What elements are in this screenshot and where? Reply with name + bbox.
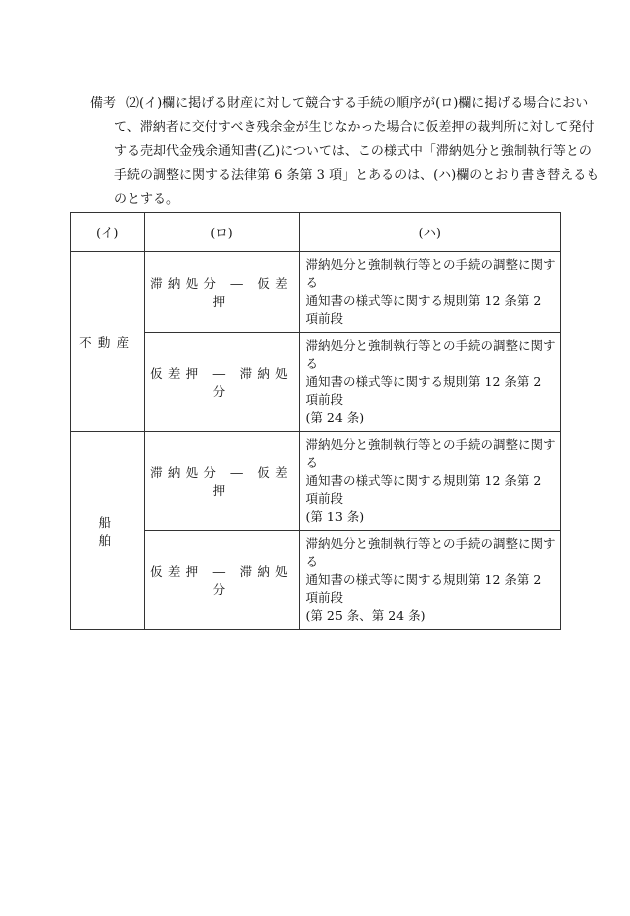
reference-line: 通知書の様式等に関する規則第 12 条第 2 項前段	[305, 572, 542, 605]
order-cell: 滞納処分 ― 仮差押	[144, 252, 299, 333]
reference-line: 滞納処分と強制執行等との手続の調整に関する	[305, 257, 556, 290]
order-cell: 仮差押 ― 滞納処分	[144, 531, 299, 630]
replacement-table	[70, 212, 561, 630]
reference-line: 滞納処分と強制執行等との手続の調整に関する	[305, 536, 556, 569]
category-real-estate: 不動産	[71, 252, 145, 432]
reference-cell	[299, 432, 560, 531]
remarks-text-1: ⑵(イ)欄に掲げる財産に対して競合する手続の順序が(ロ)欄に掲げる場合におい	[126, 96, 589, 111]
header-ro: (ロ)	[144, 213, 299, 252]
table-row	[71, 432, 561, 531]
order-cell: 仮差押 ― 滞納処分	[144, 333, 299, 432]
reference-line: 通知書の様式等に関する規則第 12 条第 2 項前段	[305, 293, 542, 326]
reference-cell	[299, 333, 560, 432]
category-ship: 船舶	[71, 432, 145, 630]
reference-cell	[299, 531, 560, 630]
header-i: (イ)	[71, 213, 145, 252]
remarks-line-5: のとする。	[114, 192, 180, 207]
reference-line: (第 13 条)	[305, 509, 365, 524]
table-row	[71, 333, 561, 432]
table-header-row	[71, 213, 561, 252]
remarks-line-2: て、滞納者に交付すべき残余金が生じなかった場合に仮差押の裁判所に対して発付	[114, 120, 595, 135]
table-row	[71, 531, 561, 630]
remarks-note	[90, 92, 600, 212]
reference-line: 滞納処分と強制執行等との手続の調整に関する	[305, 338, 556, 371]
remarks-line-3: する売却代金残余通知書(乙)については、この様式中「滞納処分と強制執行等との	[114, 144, 592, 159]
header-ha: (ハ)	[299, 213, 560, 252]
reference-cell	[299, 252, 560, 333]
reference-line: 通知書の様式等に関する規則第 12 条第 2 項前段	[305, 473, 542, 506]
order-cell: 滞納処分 ― 仮差押	[144, 432, 299, 531]
remarks-line-1	[90, 92, 589, 116]
table-row	[71, 252, 561, 333]
reference-line: 滞納処分と強制執行等との手続の調整に関する	[305, 437, 556, 470]
reference-line: (第 24 条)	[305, 410, 365, 425]
remarks-prefix: 備考	[90, 96, 117, 111]
remarks-line-4: 手続の調整に関する法律第 6 条第 3 項」とあるのは、(ハ)欄のとおり書き替えるも	[114, 168, 600, 183]
reference-line: (第 25 条、第 24 条)	[305, 608, 426, 623]
reference-line: 通知書の様式等に関する規則第 12 条第 2 項前段	[305, 374, 542, 407]
